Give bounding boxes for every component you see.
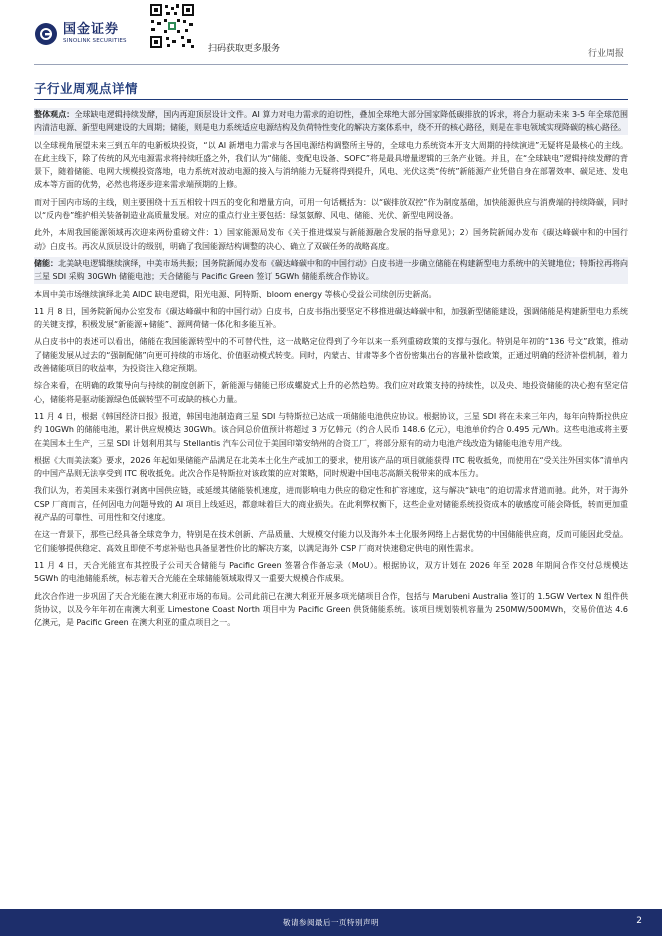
paragraph [34, 335, 628, 375]
paragraph-energy-storage [34, 257, 628, 284]
page-footer [0, 909, 662, 936]
page-number: 2 [636, 916, 642, 926]
paragraph [34, 410, 628, 450]
paragraph-overall-view [34, 108, 628, 135]
paragraph-text: 此外，本周我国能源领域再次迎来两份重磅文件：1）国家能源局发布《关于推进煤炭与新能源融合发展的指导意见》；2）国务院新闻办发布《碳达峰碳中和的中国行动》白皮书。再次从顶层设计的级别，明确了我国能源结构调整的决心、确立了双碳任务的战略高度。 [34, 228, 628, 251]
paragraph-text: 11 月 8 日，国务院新闻办公室发布《碳达峰碳中和的中国行动》白皮书，白皮书指出要坚定不移推进碳达峰碳中和，加强新型储能建设，强调储能是构建新型电力系统的关键支撑，积极发展“新能源+储能”、源网荷储一体化和多能互补。 [34, 306, 628, 330]
paragraph-text: 11 月 4 日，天合光能宣布其控股子公司天合储能与 Pacific Green 签署合作备忘录（MoU）。根据协议，双方计划在 2026 年至 2028 年期间合作交付总规模达 5GWh 的电池储能系统，标志着天合光能在全球储能领域取得又一重要大规模合作成果。 [34, 560, 628, 584]
paragraph [34, 226, 628, 253]
header-divider [34, 64, 628, 65]
paragraph [34, 590, 628, 630]
paragraph-lead: 整体观点： [34, 110, 75, 119]
scan-for-services-text: 扫码获取更多服务 [208, 44, 281, 54]
paragraph [34, 454, 628, 481]
paragraph-text: 全球缺电逻辑持续发酵，国内再迎顶层设计文件。AI 算力对电力需求的迫切性，叠加全球绝大部分国家降低碳排放的诉求，将合力驱动未来 3-5 年全球范围内清洁电源、新型电网建设的大周期；储能，则是电力系统适应电源结构及负荷特性变化的解决方案体系中，绕不开的核心路径，则是在非电领域实现降碳的核心路径。 [34, 110, 628, 133]
paragraph [34, 196, 628, 223]
paragraph-text: 此次合作进一步巩固了天合光能在澳大利亚市场的布局。公司此前已在澳大利亚开展多项光储项目合作，包括与 Marubeni Australia 签订的 1.5GW Vertex N 组件供货协议，以及今年年初在南澳大利亚 Limestone Coast North 项目中为 Pacific Green 供货储能系统。该项目规划装机容量为 250MW/500MWh，交易价值达 4.6 亿澳元，是 Pacific Green 在澳大利亚的重点项目之一。 [34, 591, 628, 628]
paragraph-text: 而对于国内市场的主线，则主要围绕十五五相较十四五的变化和增量方向，可用一句话概括为：以“碳排放双控”作为制度基础，加快能源供应与消费端的持续降碳，同时以“反内卷”维护相关装备制造业高质量发展。对应的重点行业主要包括：绿氢氨醇、风电、储能、光伏、新型电网设备。 [34, 197, 628, 221]
paragraph-text: 本周中美市场继续演绎北美 AIDC 缺电逻辑，阳光电源、阿特斯、bloom energy 等核心受益公司续创历史新高。 [34, 289, 437, 299]
section-title-divider [34, 99, 628, 100]
paragraph [34, 559, 628, 586]
paragraph-text: 以全球视角展望未来三到五年的电新板块投资，“以 AI 新增电力需求与各国电源结构调整所主导的，全球电力系统资本开支大周期的持续演进”无疑将是最核心的主线。在此主线下，除了传统的风光电源需求将持续旺盛之外，我们认为“储能、变配电设备、SOFC”将是最具增量逻辑的三条产业链。并且，在“全球缺电”逻辑持续发酵的背景下，随着储能、电网大规模投资落地，电力系统对波动电源的接入与消纳能力无疑将得到提升，风电、光伏这类“传统”新能源产业凭借自身在部署效率、碳足迹、发电成本等方面的优势，必然也将逐步迎来需求端预期的上修。 [34, 140, 628, 190]
disclaimer-note: 敬请参阅最后一页特别声明 [283, 918, 379, 927]
paragraph-text: 在这一背景下，那些已经具备全球竞争力，特别是在技术创新、产品质量、大规模交付能力以及海外本土化服务网络上占据优势的中国储能供应商，反而可能因此受益。它们能够提供稳定、高效且即使不考虑补贴也具备显著性价比的解决方案，以满足海外 CSP 厂商对快速稳定供电的刚性需求。 [34, 530, 628, 553]
logo-chinese-name: 国金证券 [63, 22, 120, 37]
paragraph-text: 11 月 4 日，根据《韩国经济日报》报道，韩国电池制造商三星 SDI 与特斯拉已达成一项储能电池供应协议。根据协议，三星 SDI 将在未来三年内，每年向特斯拉供应约 10GWh 的储能电池，累计供应规模达 30GWh。该合同总价值预计将超过 3 万亿韩元（约合人民币 148.6 亿元），电池单价约合 0.495 元/Wh。这些电池或将主要在美国本土生产，三星 SDI 计划利用其与 Stellantis 汽车公司位于美国印第安纳州的合资工厂，将部分原有的动力电池产线改造为储能电池专用产线。 [34, 411, 628, 448]
paragraph [34, 288, 628, 301]
company-logo [34, 22, 127, 46]
report-type-label: 行业周报 [587, 49, 624, 59]
paragraph-text: 根据《大而美法案》要求，2026 年起如果储能产品满足在北美本土化生产或加工的要求，使用该产品的项目就能获得 ITC 税收抵免，而使用在“受关注外国实体”清单内的中国产品则无法享受到 ITC 税收抵免。此次合作是特斯拉对该政策的应对策略，同时规避中国电芯高额关税带来的成本压力。 [34, 455, 628, 479]
paragraph-text: 北美缺电逻辑继续演绎，中美市场共振；国务院新闻办发布《碳达峰碳中和的中国行动》白皮书进一步确立储能在构建新型电力系统中的关键地位；特斯拉再将向三星 SDI 采购 30GWh 储能电池；天合储能与 Pacific Green 签订 5GWh 储能系统合作协议。 [34, 258, 629, 282]
logo-english-name: SINOLINK SECURITIES [63, 38, 127, 44]
page-header [0, 0, 662, 68]
paragraph-text: 我们认为，若美国未来强行剥离中国供应链，或延缓其储能装机速度，进而影响电力供应的稳定性和扩容速度，这与解决“缺电”的迫切需求背道而驰。此外，对于海外 CSP 厂商而言，任何因电力问题导致的 AI 项目上线延迟，都意味着巨大的商业损失。在此利弊权衡下，这些企业对储能系统投资成本的敏感度可能会降低，转而更加重视产品的可靠性、可用性和交付速度。 [34, 486, 628, 523]
paragraph-lead: 储能： [34, 258, 59, 268]
paragraph [34, 305, 628, 332]
paragraph [34, 528, 628, 555]
logo-mark-icon [34, 22, 58, 46]
section-title: 子行业周观点详情 [34, 81, 139, 96]
qr-code-icon[interactable] [148, 2, 196, 50]
report-body [34, 108, 628, 633]
paragraph-text: 综合来看，在明确的政策导向与持续的制度创新下，新能源与储能已形成螺旋式上升的必然趋势。我们应对政策支持的持续性，以及央、地投资储能的决心抱有坚定信心，储能将是驱动能源绿色低碳转型不可或缺的核心力量。 [34, 381, 628, 404]
paragraph [34, 379, 628, 406]
paragraph-text: 从白皮书中的表述可以看出，储能在我国能源转型中的不可替代性，这一战略定位得到了今年以来一系列重磅政策的支撑与强化。特别是年初的“136 号文”政策，推动了储能发展从过去的“强制配储”向更可持续的市场化、价值驱动模式转变。同时，内蒙古、甘肃等多个省份密集出台的容量补偿政策，正通过明确的经济补偿机制，着力改善储能项目的收益率，为投资注入稳定预期。 [34, 337, 628, 374]
paragraph [34, 139, 628, 192]
paragraph [34, 484, 628, 524]
